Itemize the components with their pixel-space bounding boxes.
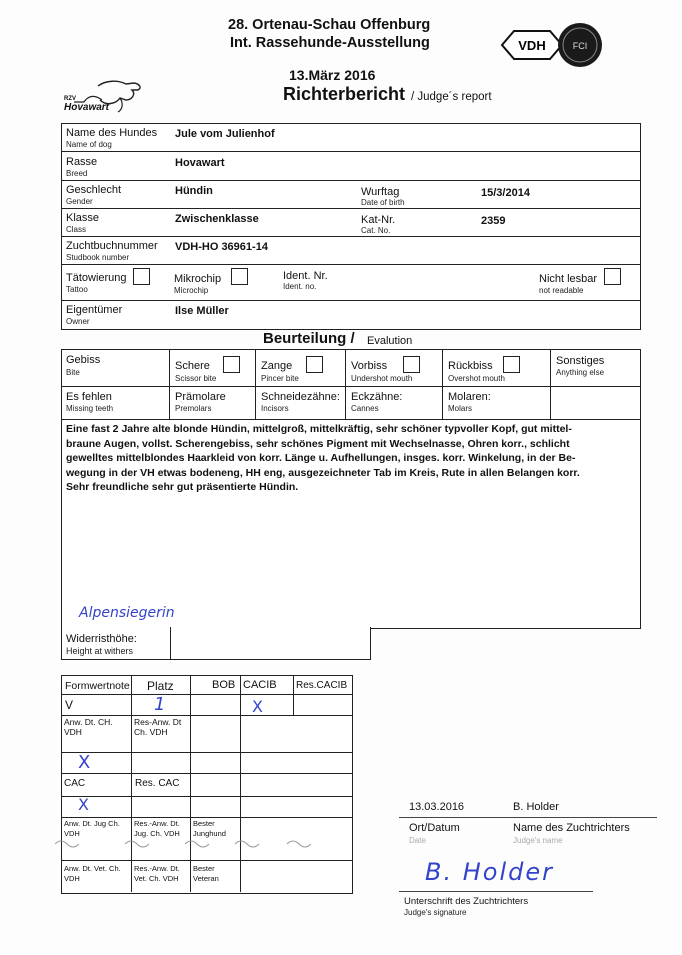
dog-name-value: Jule vom Julienhof [175,128,275,140]
breed-label: Rasse [66,156,98,168]
ident-no-label: Ident. Nr. [283,270,328,282]
canines-sublabel: Cannes [351,404,379,413]
report-line: Eine fast 2 Jahre alte blonde Hündin, mittelgroß, mittelkräftig, sehr schöner typvoller Kopf, gut mittel- [66,423,572,435]
microchip-sublabel: Microchip [174,286,209,295]
not-readable-sublabel: not readable [539,286,584,295]
handwritten-title-note: Alpensiegerin [79,605,175,621]
sign-date-value: 13.03.2016 [409,801,465,813]
pincer-bite-checkbox[interactable] [306,356,323,373]
cat-no-sublabel: Cat. No. [361,226,391,235]
studbook-sublabel: Studbook number [66,253,130,262]
studbook-value: VDH-HO 36961-14 [175,241,268,253]
anw-jug-label: Anw. Dt. Jug Ch. VDH [64,819,120,838]
withers-label: Widerristhöhe: [66,633,137,645]
gender-sublabel: Gender [66,197,93,206]
cac-label: CAC [64,778,86,789]
scissor-bite-label: Schere [175,360,210,372]
scissor-bite-checkbox[interactable] [223,356,240,373]
gender-label: Geschlecht [66,184,122,196]
owner-value: Ilse Müller [175,305,229,317]
incisors-sublabel: Incisors [261,404,289,413]
birth-date-value: 15/3/2014 [481,187,530,199]
results-table [61,675,353,894]
breed-value: Hovawart [175,157,225,169]
show-title-line2: Int. Rassehunde-Ausstellung [230,35,430,51]
pincer-bite-sublabel: Pincer bite [261,374,299,383]
class-value: Zwischenklasse [175,213,259,225]
hovawart-logo [62,78,158,116]
birth-date-label: Wurftag [361,186,400,198]
bob-header: BOB [212,679,236,691]
molars-label: Molaren: [448,391,491,403]
vdh-fci-logo [500,20,604,70]
platz-header: Platz [147,679,174,693]
judge-name-sublabel: Judge's name [513,836,563,845]
anw-vet-label: Anw. Dt. Vet. Ch. VDH [64,864,121,883]
owner-sublabel: Owner [66,317,90,326]
withers-sublabel: Height at withers [66,646,134,656]
tattoo-sublabel: Tattoo [66,285,88,294]
dog-name-label: Name des Hundes [66,127,158,139]
dog-info-table [61,123,641,330]
res-cac-label: Res. CAC [135,778,180,789]
show-title-line1: 28. Ortenau-Schau Offenburg [228,17,431,33]
missing-teeth-label: Es fehlen [66,391,112,403]
pincer-bite-label: Zange [261,360,293,372]
cat-no-label: Kat-Nr. [361,214,396,226]
tattoo-label: Tätowierung [66,272,127,284]
signature-sublabel: Judge's signature [404,908,467,917]
judge-name-label: Name des Zuchtrichters [513,822,630,834]
table-cut-mark [55,836,355,852]
evaluation-heading: Beurteilung / [263,330,355,347]
cat-no-value: 2359 [481,215,506,227]
hovawart-logo-small: RZV [64,96,76,102]
overshot-sublabel: Overshot mouth [448,374,505,383]
vdh-logo-text: VDH [518,38,546,53]
formwert-header: Formwertnote [65,680,130,692]
report-line: braune Augen, vollst. Scherengebiss, sehr schönes Pigment mit Wechselnasse, Ohren korr., schlicht [66,437,570,450]
not-readable-checkbox[interactable] [604,268,621,285]
tattoo-checkbox[interactable] [133,268,150,285]
microchip-checkbox[interactable] [231,268,248,285]
missing-teeth-sublabel: Missing teeth [66,404,114,413]
premolars-sublabel: Premolars [175,404,212,413]
report-title-en: / Judge´s report [411,91,492,103]
report-line: gewelltes mittelblondes Haarkleid von korr. Länge u. Aufhellungen, insges. korr. Winkelung, in der Be- [66,452,576,464]
bite-sublabel: Bite [66,368,80,377]
anything-else-sublabel: Anything else [556,368,605,377]
overshot-label: Rückbiss [448,360,493,372]
not-readable-label: Nicht lesbar [539,273,598,285]
res-anw-vet-label: Res.-Anw. Dt. Vet. Ch. VDH [134,864,180,883]
report-line: Sehr freundliche sehr gut präsentierte Hündin. [66,481,299,493]
res-cacib-header: Res.CACIB [296,680,348,691]
report-title: Richterbericht [283,84,406,104]
place-date-label: Ort/Datum [409,822,460,834]
premolars-label: Prämolare [175,391,226,403]
bite-label: Gebiss [66,354,101,366]
signature-label: Unterschrift des Zuchtrichters [404,896,529,907]
undershot-checkbox[interactable] [403,356,420,373]
cacib-header: CACIB [243,679,277,691]
dog-name-sublabel: Name of dog [66,140,112,149]
microchip-label: Mikrochip [174,273,222,285]
studbook-label: Zuchtbuchnummer [66,240,158,252]
cac-mark: X [78,795,89,814]
bester-jung-label: Bester Junghund [193,819,226,838]
bester-vet-label: Bester Veteran [193,864,219,883]
platz-value: 1 [154,694,166,715]
birth-date-sublabel: Date of birth [361,198,405,207]
judge-name-value: B. Holder [513,801,559,813]
undershot-sublabel: Undershot mouth [351,374,413,383]
report-line: wegung in der VH etwas bodeneng, HH eng, ausgezeichneter Tab im Kreis, Rute in allen Belangen korr. [66,466,580,479]
evaluation-heading-en: Evalution [367,335,413,347]
place-date-sublabel: Date [409,836,426,845]
ident-no-sublabel: Ident. no. [283,282,317,291]
class-sublabel: Class [66,225,87,234]
anything-else-label: Sonstiges [556,355,605,367]
class-label: Klasse [66,212,100,224]
breed-sublabel: Breed [66,169,88,178]
undershot-label: Vorbiss [351,360,388,372]
canines-label: Eckzähne: [351,391,403,403]
judge-report-text [66,422,636,495]
gender-value: Hündin [175,185,213,197]
anw-ch-label: Anw. Dt. CH. VDH [64,717,113,737]
hovawart-logo-name: Hovawart [64,102,110,113]
scissor-bite-sublabel: Scissor bite [175,374,217,383]
formwert-value: V [65,698,74,712]
owner-label: Eigentümer [66,304,123,316]
overshot-checkbox[interactable] [503,356,520,373]
incisors-label: Schneidezähne: [261,391,340,403]
judge-signature: B. Holder [425,858,554,886]
res-anw-label: Res-Anw. Dt Ch. VDH [134,717,182,737]
fci-logo-text: FCI [572,41,588,51]
show-date: 13.März 2016 [289,67,376,83]
cacib-mark: X [252,697,263,716]
res-anw-jug-label: Res.-Anw. Dt. Jug. Ch. VDH [134,819,180,838]
molars-sublabel: Molars [448,404,473,413]
anw-ch-mark: X [78,752,91,773]
